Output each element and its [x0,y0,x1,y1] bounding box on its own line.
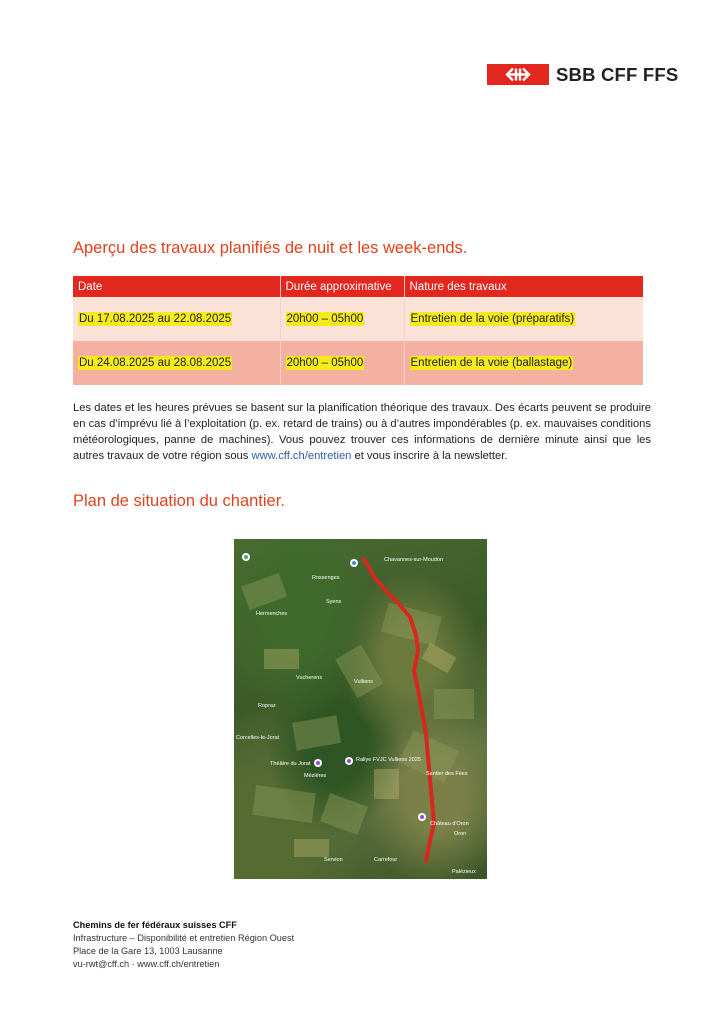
header-date: Date [73,276,280,297]
info-paragraph [73,400,651,464]
section-title-site-plan: Plan de situation du chantier. [73,492,285,510]
sbb-logo [487,63,678,86]
footer-line2: Place de la Gare 13, 1003 Lausanne [73,946,223,956]
header-nature: Nature des travaux [404,276,643,297]
svg-text:Palézieux: Palézieux [452,869,476,875]
svg-text:Château d'Oron: Château d'Oron [430,821,469,827]
svg-text:Rallye FVJC Vulliens 2025: Rallye FVJC Vulliens 2025 [356,757,421,763]
maintenance-link[interactable]: www.cff.ch/entretien [251,450,352,462]
cell-date [73,297,280,341]
paragraph-tail: et vous inscrire à la newsletter. [351,450,508,462]
cell-nature [404,297,643,341]
highlighted-text: 20h00 – 05h00 [286,313,364,325]
footer-line3: vu-rwt@cff.ch · www.cff.ch/entretien [73,959,220,969]
table-header-row [73,276,643,297]
table-row [73,341,643,385]
footer-org: Chemins de fer fédéraux suisses CFF [73,920,237,930]
cell-duration [280,297,404,341]
svg-text:Carrefour: Carrefour [374,857,398,863]
svg-text:Sentier des Fées: Sentier des Fées [426,771,468,777]
svg-text:Hermenches: Hermenches [256,611,288,617]
svg-text:Corcelles-le-Jorat: Corcelles-le-Jorat [236,735,280,741]
svg-text:Servion: Servion [324,857,343,863]
svg-text:Oron: Oron [454,831,467,837]
logo-text: SBB CFF FFS [556,63,679,85]
footer [73,919,294,971]
highlighted-text: Entretien de la voie (préparatifs) [410,313,575,325]
table-row [73,297,643,341]
sbb-logo-mark [487,64,549,85]
cell-duration [280,341,404,385]
svg-text:Mézières: Mézières [304,773,327,779]
svg-text:Chavannes-sur-Moudon: Chavannes-sur-Moudon [384,557,444,563]
svg-text:Théâtre du Jorat: Théâtre du Jorat [270,761,311,767]
svg-text:Rossenges: Rossenges [312,575,340,581]
highlighted-text: Du 17.08.2025 au 22.08.2025 [79,313,232,325]
highlighted-text: Du 24.08.2025 au 28.08.2025 [79,357,232,369]
footer-line1: Infrastructure – Disponibilité et entretien Région Ouest [73,933,295,943]
svg-text:Ropraz: Ropraz [258,703,276,709]
section-title-overview: Aperçu des travaux planifiés de nuit et les week-ends. [73,239,468,257]
highlighted-text: Entretien de la voie (ballastage) [410,357,573,369]
site-map [234,539,487,879]
cell-date [73,341,280,385]
svg-text:Vucherens: Vucherens [296,675,323,681]
svg-text:Vulliens: Vulliens [354,679,374,685]
double-arrow-icon [500,67,536,82]
paragraph-text: Les dates et les heures prévues se basent sur la planification théorique des travaux. Des écarts peuvent se produire en cas d’imprévu lié à l’exploitation (p. ex. retard de trains) ou à d’autres impondérables (p. ex. mauvaises conditions météorologiques, panne de machines). Vous pouvez trouver ces informations de dernière minute ainsi que les autres travaux de votre région sous [73,402,651,462]
header-duration: Durée approximative [280,276,404,297]
highlighted-text: 20h00 – 05h00 [286,357,364,369]
cell-nature [404,341,643,385]
works-table [73,276,643,385]
map-overlay [234,539,487,879]
svg-text:Syens: Syens [326,599,342,605]
